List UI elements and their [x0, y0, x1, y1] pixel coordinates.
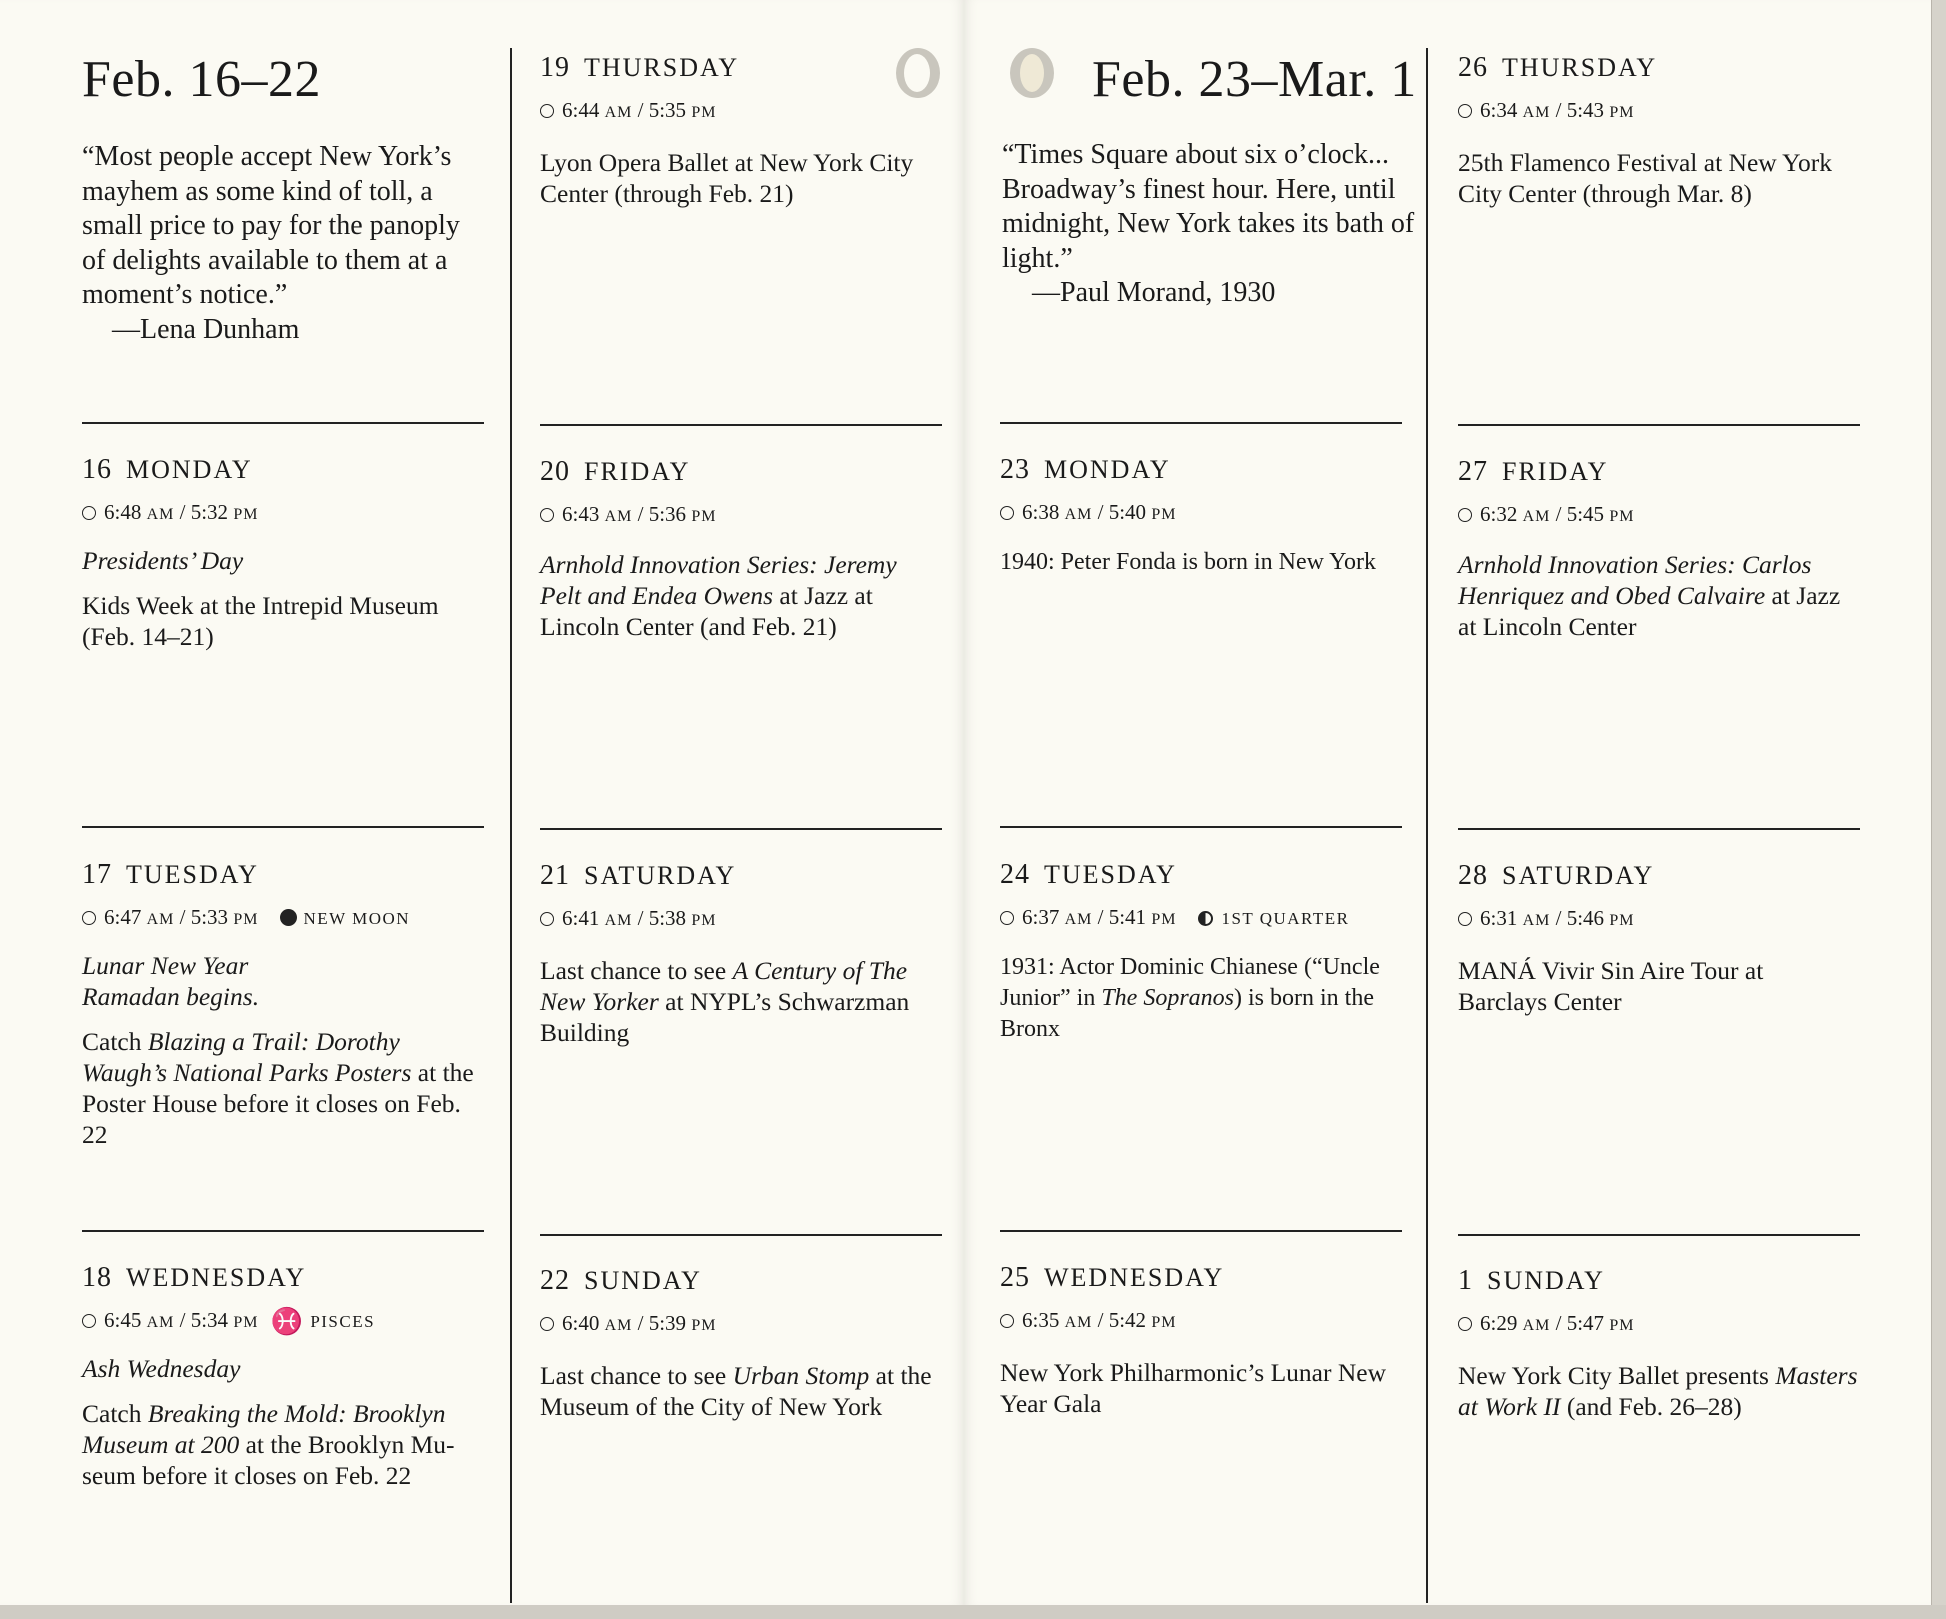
holiday: Lunar New Year	[82, 951, 249, 980]
week-title: Feb. 16–22	[82, 51, 321, 108]
pisces-icon: ♓	[270, 1307, 305, 1336]
book-bottom-edge	[0, 1605, 1946, 1619]
quote	[1002, 138, 1422, 311]
event: Catch Breaking the Mold: Brooklyn Museum at 200 at the Brooklyn Mu-seum before it closes on Feb. 22	[82, 1399, 455, 1490]
week-title: Feb. 23–Mar. 1	[1092, 51, 1417, 108]
sun-times: 6:37 AM / 5:41 PM 1ST QUARTER	[1000, 903, 1400, 934]
sun-icon	[1458, 508, 1472, 522]
day-cell-18[interactable]	[82, 1262, 482, 1491]
day-cell-20[interactable]	[540, 456, 940, 642]
quote-text: “Most people accept New York’s mayhem as some kind of toll, a small price to pay for the panoply of delights available to them at a moment’s notice.”	[82, 141, 460, 310]
sun-icon	[82, 1314, 96, 1328]
quote-text: “Times Square about six o’clock... Broadway’s finest hour. Here, until midnight, New York takes its bath of light.”	[1002, 139, 1415, 274]
sun-icon	[540, 912, 554, 926]
quote	[82, 140, 482, 347]
day-name: SATURDAY	[584, 861, 737, 890]
event: 1940: Peter Fonda is born in New York	[1000, 549, 1376, 575]
waxing-crescent-moon-icon	[1010, 48, 1054, 98]
column-divider	[1426, 48, 1428, 1603]
day-cell-24[interactable]	[1000, 859, 1400, 1045]
event: Last chance to see A Century of The New Yorker at NYPL’s Schwarzman Building	[540, 956, 910, 1047]
sun-icon	[1458, 912, 1472, 926]
day-number: 19	[540, 52, 570, 83]
day-name: WEDNESDAY	[1044, 1263, 1225, 1292]
day-number: 20	[540, 456, 570, 487]
day-name: TUESDAY	[1044, 860, 1177, 889]
event: MANÁ Vivir Sin Aire Tour at Barclays Center	[1458, 956, 1764, 1016]
day-name: TUESDAY	[126, 860, 259, 889]
sun-icon	[82, 506, 96, 520]
moon-phase: 1ST QUARTER	[1221, 909, 1350, 928]
day-name: SUNDAY	[1487, 1266, 1605, 1295]
day-number: 21	[540, 860, 570, 891]
day-cell-23[interactable]	[1000, 454, 1400, 578]
sun-times: 6:45 AM / 5:34 PM ♓ PISCES	[82, 1306, 482, 1337]
day-number: 28	[1458, 860, 1488, 891]
day-name: MONDAY	[1044, 455, 1171, 484]
day-number: 24	[1000, 859, 1030, 890]
day-cell-21[interactable]	[540, 860, 940, 1048]
event: Last chance to see Urban Stomp at the Museum of the City of New York	[540, 1361, 932, 1421]
quote-attribution: —Paul Morand, 1930	[1032, 277, 1276, 308]
day-number: 23	[1000, 454, 1030, 485]
day-cell-22[interactable]	[540, 1265, 940, 1422]
event: Kids Week at the Intrepid Museum (Feb. 14–21)	[82, 591, 439, 651]
sun-times: 6:44 AM / 5:35 PM	[540, 96, 940, 127]
day-number: 1	[1458, 1265, 1473, 1296]
day-name: FRIDAY	[1502, 457, 1609, 486]
holiday: Ramadan begins.	[82, 982, 260, 1011]
event: Catch Blazing a Trail: Dorothy Waugh’s National Parks Posters at the Poster House before it closes on Feb. 22	[82, 1027, 474, 1149]
moon-phase: NEW MOON	[303, 909, 411, 928]
day-cell-1[interactable]	[1458, 1265, 1858, 1422]
event: New York Philharmonic’s Lunar New Year Gala	[1000, 1358, 1386, 1418]
sun-times: 6:40 AM / 5:39 PM	[540, 1309, 940, 1340]
day-cell-16[interactable]	[82, 454, 482, 652]
day-cell-27[interactable]	[1458, 456, 1858, 642]
sun-icon	[1458, 1317, 1472, 1331]
day-number: 22	[540, 1265, 570, 1296]
day-number: 27	[1458, 456, 1488, 487]
event: 1931: Actor Dominic Chianese (“Uncle Junior” in The Sopranos) is born in the Bronx	[1000, 954, 1380, 1042]
sun-times: 6:32 AM / 5:45 PM	[1458, 500, 1858, 531]
day-cell-26[interactable]	[1458, 52, 1858, 209]
zodiac-sign: PISCES	[310, 1312, 376, 1331]
book-edge	[1931, 0, 1946, 1619]
sun-icon	[1458, 104, 1472, 118]
right-page	[964, 0, 1932, 1605]
event: Arnhold Innovation Series: Carlos Henriquez and Obed Calvaire at Jazz at Lincoln Center	[1458, 550, 1841, 641]
day-number: 16	[82, 454, 112, 485]
sun-icon	[540, 1317, 554, 1331]
holiday: Ash Wednesday	[82, 1354, 241, 1383]
day-cell-17[interactable]	[82, 859, 482, 1150]
sun-icon	[82, 911, 96, 925]
sun-icon	[1000, 506, 1014, 520]
event: Lyon Opera Ballet at New York City Center (through Feb. 21)	[540, 148, 914, 208]
day-cell-19[interactable]	[540, 52, 940, 209]
holiday: Presidents’ Day	[82, 546, 244, 575]
sun-icon	[1000, 1314, 1014, 1328]
day-number: 25	[1000, 1262, 1030, 1293]
sun-times: 6:47 AM / 5:33 PM NEW MOON	[82, 903, 482, 934]
quote-attribution: —Lena Dunham	[112, 313, 300, 345]
event: 25th Flamenco Festival at New York City Center (through Mar. 8)	[1458, 148, 1832, 208]
column-divider	[510, 48, 512, 1603]
day-number: 26	[1458, 52, 1488, 83]
day-name: WEDNESDAY	[126, 1263, 307, 1292]
day-name: FRIDAY	[584, 457, 691, 486]
sun-times: 6:43 AM / 5:36 PM	[540, 500, 940, 531]
day-name: THURSDAY	[1502, 53, 1658, 82]
day-name: SUNDAY	[584, 1266, 702, 1295]
event: New York City Ballet presents Masters at Work II (and Feb. 26–28)	[1458, 1361, 1858, 1421]
sun-icon	[1000, 911, 1014, 925]
sun-times: 6:41 AM / 5:38 PM	[540, 904, 940, 935]
left-page	[0, 0, 964, 1605]
sun-times: 6:48 AM / 5:32 PM	[82, 498, 482, 529]
sun-times: 6:29 AM / 5:47 PM	[1458, 1309, 1858, 1340]
day-number: 17	[82, 859, 112, 890]
event: Arnhold Innovation Series: Jeremy Pelt and Endea Owens at Jazz at Lincoln Center (and Feb. 21)	[540, 550, 897, 641]
day-cell-25[interactable]	[1000, 1262, 1400, 1419]
sun-icon	[540, 508, 554, 522]
day-name: THURSDAY	[584, 53, 740, 82]
sun-times: 6:35 AM / 5:42 PM	[1000, 1306, 1400, 1337]
first-quarter-moon-icon	[1198, 911, 1213, 926]
day-name: SATURDAY	[1502, 861, 1655, 890]
day-name: MONDAY	[126, 455, 253, 484]
day-number: 18	[82, 1262, 112, 1293]
sun-icon	[540, 104, 554, 118]
day-cell-28[interactable]	[1458, 860, 1858, 1017]
sun-times: 6:34 AM / 5:43 PM	[1458, 96, 1858, 127]
new-moon-icon	[280, 909, 297, 926]
sun-times: 6:38 AM / 5:40 PM	[1000, 498, 1400, 529]
sun-times: 6:31 AM / 5:46 PM	[1458, 904, 1858, 935]
